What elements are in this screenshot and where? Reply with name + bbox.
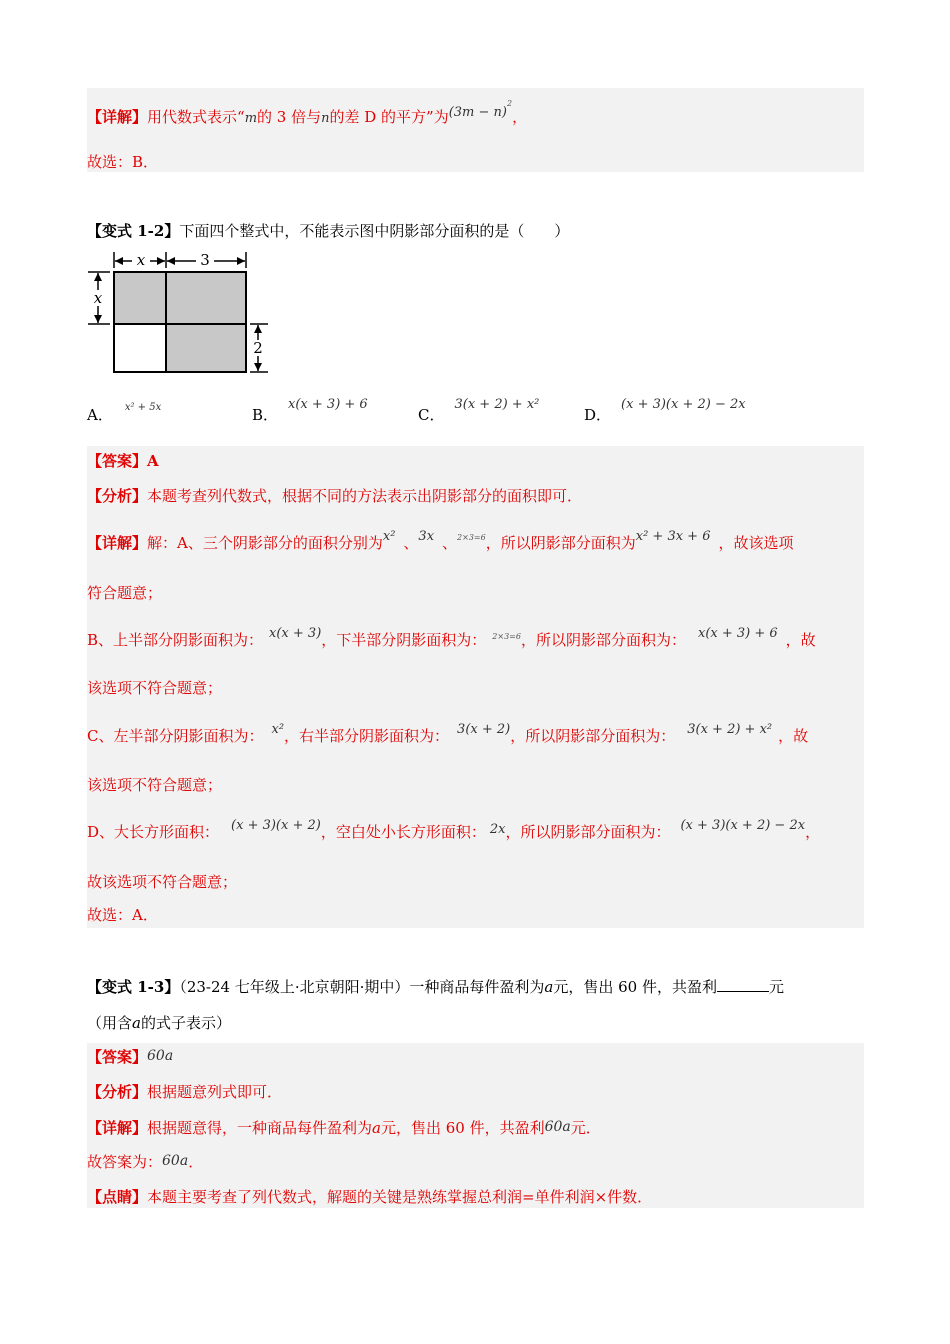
q12-detail-d2: 故该选项不符合题意； bbox=[87, 873, 238, 891]
q13-stem-2: （用含a的式子表示） bbox=[87, 1014, 231, 1032]
shaded-bottom-right bbox=[166, 324, 246, 372]
fig-label-top-3: 3 bbox=[200, 251, 210, 269]
q13-analysis: 【分析】根据题意列式即可． bbox=[87, 1083, 283, 1101]
q13-tip: 【点睛】本题主要考查了列代数式，解题的关键是熟练掌握总利润=单件利润×件数． bbox=[87, 1188, 653, 1206]
q12-detail-b: B、上半部分阴影面积为： x(x + 3)，下半部分阴影面积为： $^{2\times 3=6}$，所以阴影部分面积为： x(x + 3) + 6 ，故 bbox=[87, 626, 816, 649]
prev-detail-line: 【详解】用代数式表示“m的 3 倍与n的差 D 的平方”为$(3m - n)^2$， bbox=[87, 99, 528, 126]
option-c: C．3(x + 2) + x² bbox=[418, 397, 540, 424]
q12-stem: 【变式 1-2】下面四个整式中，不能表示图中阴影部分面积的是（ ） bbox=[87, 222, 570, 240]
option-a: A． $^{x^2 + 5x}$ bbox=[87, 402, 162, 424]
q12-analysis: 【分析】本题考查列代数式，根据不同的方法表示出阴影部分的面积即可． bbox=[87, 487, 583, 505]
q13-final: 故答案为：60a． bbox=[87, 1153, 204, 1171]
option-d: D．(x + 3)(x + 2) − 2x bbox=[584, 397, 746, 424]
fig-label-left-x: x bbox=[93, 289, 103, 307]
q13-stem: 【变式 1-3】（23-24 七年级上·北京朝阳·期中）一种商品每件盈利为a元，售出 60 件，共盈利 元 bbox=[87, 978, 784, 996]
q12-answer: 【答案】A bbox=[87, 452, 159, 470]
option-b: B．x(x + 3) + 6 bbox=[252, 397, 368, 424]
q13-detail: 【详解】根据题意得，一种商品每件盈利为a元，售出 60 件，共盈利60a元． bbox=[87, 1119, 601, 1137]
fig-label-right-2: 2 bbox=[253, 339, 263, 357]
q12-detail-c: C、左半部分阴影面积为： x²，右半部分阴影面积为： 3(x + 2)，所以阴影部分面积为： 3(x + 2) + x² ，故 bbox=[87, 722, 809, 745]
q12-detail-b2: 该选项不符合题意； bbox=[87, 679, 223, 697]
shaded-top-left bbox=[114, 272, 166, 324]
q13-answer: 【答案】60a bbox=[87, 1048, 174, 1066]
q12-detail-d: D、大长方形面积： (x + 3)(x + 2)，空白处小长方形面积： 2x，所以阴影部分面积为： (x + 3)(x + 2) − 2x， bbox=[87, 818, 821, 841]
prev-answer-line: 故选：B． bbox=[87, 153, 159, 171]
q12-final: 故选：A． bbox=[87, 906, 158, 924]
shaded-top-right bbox=[166, 272, 246, 324]
q12-detail-a2: 符合题意； bbox=[87, 584, 163, 602]
q12-detail-c2: 该选项不符合题意； bbox=[87, 776, 223, 794]
answer-blank[interactable] bbox=[717, 977, 769, 992]
prev-detail-box bbox=[87, 88, 864, 172]
fig-label-top-x: x bbox=[136, 251, 146, 269]
q12-figure bbox=[84, 246, 274, 376]
q12-detail-a: 【详解】解：A、三个阴影部分的面积分别为x² 、3x 、$^{2\times 3=6}$，所以阴影部分面积为x² + 3x + 6 ，故该选项 bbox=[87, 529, 794, 552]
